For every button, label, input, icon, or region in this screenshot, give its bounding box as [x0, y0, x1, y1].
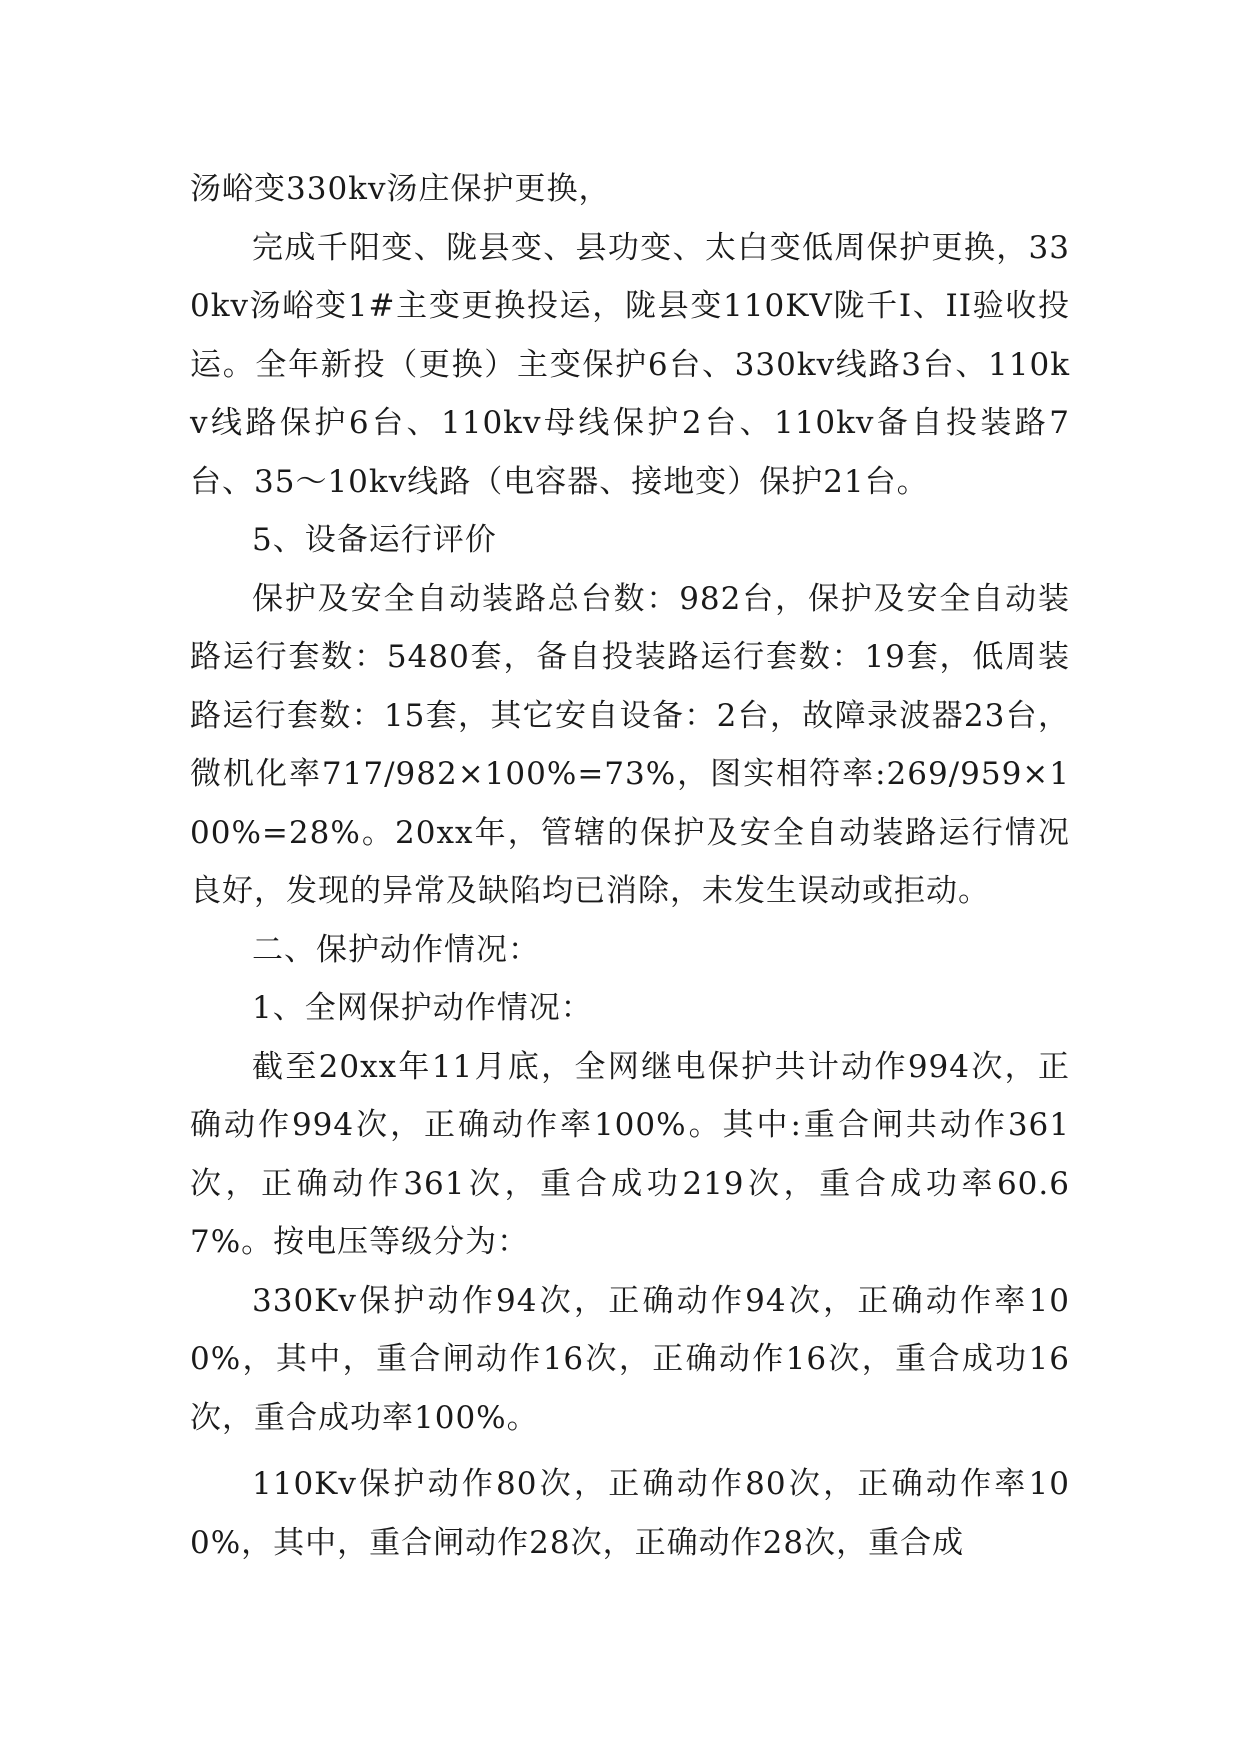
paragraph-protection-replacement: 完成千阳变、陇县变、县功变、太白变低周保护更换，330kv汤峪变1#主变更换投运，陇县变110KV陇千I、II验收投运。全年新投（更换）主变保护6台、330kv线路3台、110kv线路保护6台、110kv母线保护2台、110kv备自投装路7台、35～10kv线路（电容器、接地变）保护21台。	[190, 229, 1070, 500]
paragraph-110kv-actions: 110Kv保护动作80次，正确动作80次，正确动作率100%，其中，重合闸动作28次，正确动作28次，重合成	[190, 1466, 1070, 1561]
paragraph-equipment-statistics: 保护及安全自动装路总台数：982台，保护及安全自动装路运行套数：5480套，备自投装路运行套数：19套，低周装路运行套数：15套，其它安自设备：2台，故障录波器23台，微机化率717/982×100%=73%，图实相符率:269/959×100%=28%。20xx年，管辖的保护及安全自动装路运行情况良好，发现的异常及缺陷均已消除，未发生误动或拒动。	[190, 580, 1070, 909]
section-heading-protection-actions: 二、保护动作情况：	[252, 931, 540, 968]
paragraph-continuation: 汤峪变330kv汤庄保护更换，	[190, 171, 611, 207]
section-heading-equipment-evaluation: 5、设备运行评价	[252, 522, 497, 558]
document-body	[190, 160, 1070, 1572]
paragraph-330kv-actions: 330Kv保护动作94次，正确动作94次，正确动作率100%，其中，重合闸动作16次，正确动作16次，重合成功16次，重合成功率100%。	[190, 1282, 1070, 1436]
subsection-heading-network-actions: 1、全网保护动作情况：	[252, 990, 593, 1026]
paragraph-network-action-summary: 截至20xx年11月底，全网继电保护共计动作994次，正确动作994次，正确动作率100%。其中:重合闸共动作361次，正确动作361次，重合成功219次，重合成功率60.67%。按电压等级分为：	[190, 1048, 1070, 1260]
